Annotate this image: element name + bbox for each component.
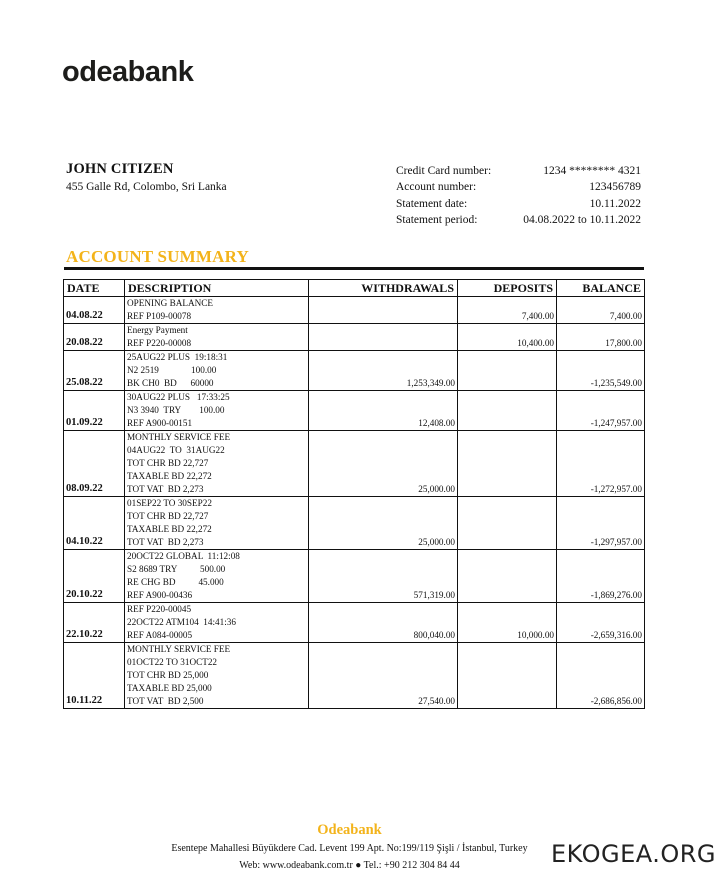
cell-deposits <box>458 431 557 497</box>
cell-date: 25.08.22 <box>64 351 125 391</box>
column-header-description: DESCRIPTION <box>125 280 309 297</box>
cell-deposits: 10,000.00 <box>458 603 557 643</box>
cell-withdrawals: 800,040.00 <box>309 603 458 643</box>
description-line: 01SEP22 TO 30SEP22 <box>127 498 212 508</box>
cell-balance: -1,297,957.00 <box>557 497 645 550</box>
description-line: N3 3940 TRY 100.00 <box>127 405 225 415</box>
description-line: REF A084-00005 <box>127 630 193 640</box>
column-header-withdrawals: WITHDRAWALS <box>309 280 458 297</box>
info-label: Account number: <box>396 181 477 194</box>
cell-balance: -1,272,957.00 <box>557 431 645 497</box>
info-value: 123456789 <box>589 181 641 194</box>
description-line: TOT CHR BD 25,000 <box>127 670 209 680</box>
column-header-date: DATE <box>64 280 125 297</box>
description-line: REF P109-00078 <box>127 311 192 321</box>
info-row-account <box>396 179 641 195</box>
info-row-statement-date <box>396 196 641 212</box>
cell-description <box>125 603 309 643</box>
cell-date: 04.10.22 <box>64 497 125 550</box>
description-line: TAXABLE BD 22,272 <box>127 524 212 534</box>
cell-withdrawals: 571,319.00 <box>309 550 458 603</box>
footer-bank-name: Odeabank <box>317 822 382 838</box>
cell-withdrawals: 12,408.00 <box>309 391 458 431</box>
description-line: BK CH0 BD 60000 <box>127 378 214 388</box>
cell-description <box>125 550 309 603</box>
cell-date: 20.08.22 <box>64 324 125 351</box>
description-line: 20OCT22 GLOBAL 11:12:08 <box>127 551 240 561</box>
cell-deposits: 10,400.00 <box>458 324 557 351</box>
table-row <box>64 643 645 709</box>
info-value: 04.08.2022 to 10.11.2022 <box>523 213 641 226</box>
cell-balance: 7,400.00 <box>557 297 645 324</box>
description-line: OPENING BALANCE <box>127 298 214 308</box>
description-line: TAXABLE BD 22,272 <box>127 471 212 481</box>
cell-description <box>125 324 309 351</box>
holder-address: 455 Galle Rd, Colombo, Sri Lanka <box>66 181 227 193</box>
table-row <box>64 324 645 351</box>
cell-date: 10.11.22 <box>64 643 125 709</box>
description-line: 25AUG22 PLUS 19:18:31 <box>127 352 228 362</box>
holder-name: JOHN CITIZEN <box>66 161 174 177</box>
cell-description <box>125 643 309 709</box>
cell-withdrawals <box>309 324 458 351</box>
cell-date: 01.09.22 <box>64 391 125 431</box>
table-row <box>64 297 645 324</box>
cell-deposits <box>458 391 557 431</box>
cell-date: 04.08.22 <box>64 297 125 324</box>
cell-description <box>125 351 309 391</box>
info-row-statement-period <box>396 212 641 228</box>
description-line: TOT VAT BD 2,273 <box>127 484 204 494</box>
description-line: TAXABLE BD 25,000 <box>127 683 212 693</box>
cell-date: 22.10.22 <box>64 603 125 643</box>
description-line: 22OCT22 ATM104 14:41:36 <box>127 617 236 627</box>
table-row <box>64 351 645 391</box>
description-line: REF A900-00436 <box>127 590 193 600</box>
bank-logo: odeabank <box>62 56 194 88</box>
cell-deposits <box>458 351 557 391</box>
cell-description <box>125 297 309 324</box>
description-line: REF P220-00008 <box>127 338 192 348</box>
cell-balance: -1,247,957.00 <box>557 391 645 431</box>
table-row <box>64 431 645 497</box>
column-header-deposits: DEPOSITS <box>458 280 557 297</box>
cell-deposits <box>458 497 557 550</box>
info-value: 1234 ******** 4321 <box>543 165 641 177</box>
table-row <box>64 497 645 550</box>
description-line: TOT CHR BD 22,727 <box>127 458 209 468</box>
table-row <box>64 603 645 643</box>
info-label: Credit Card number: <box>396 165 492 177</box>
cell-balance: 17,800.00 <box>557 324 645 351</box>
cell-balance: -1,235,549.00 <box>557 351 645 391</box>
watermark: EKOGEA.ORG <box>551 840 716 868</box>
cell-withdrawals: 25,000.00 <box>309 497 458 550</box>
table-row <box>64 391 645 431</box>
info-value: 10.11.2022 <box>589 197 641 210</box>
description-line: REF A900-00151 <box>127 418 193 428</box>
footer-contact: Web: www.odeabank.com.tr ● Tel.: +90 212 304 84 44 <box>239 860 460 871</box>
description-line: 01OCT22 TO 31OCT22 <box>127 657 218 667</box>
cell-description <box>125 391 309 431</box>
summary-title: ACCOUNT SUMMARY <box>66 247 249 266</box>
cell-deposits: 7,400.00 <box>458 297 557 324</box>
cell-description <box>125 431 309 497</box>
description-line: N2 2519 100.00 <box>127 365 217 375</box>
description-line: MONTHLY SERVICE FEE <box>127 432 231 442</box>
cell-date: 08.09.22 <box>64 431 125 497</box>
cell-withdrawals: 1,253,349.00 <box>309 351 458 391</box>
cell-balance: -2,659,316.00 <box>557 603 645 643</box>
table-header <box>64 280 645 297</box>
cell-description <box>125 497 309 550</box>
description-line: S2 8689 TRY 500.00 <box>127 564 226 574</box>
cell-deposits <box>458 550 557 603</box>
cell-balance: -2,686,856.00 <box>557 643 645 709</box>
info-label: Statement date: <box>396 197 468 210</box>
info-label: Statement period: <box>396 213 478 226</box>
info-row-card <box>396 163 641 179</box>
cell-withdrawals <box>309 297 458 324</box>
cell-withdrawals: 27,540.00 <box>309 643 458 709</box>
cell-withdrawals: 25,000.00 <box>309 431 458 497</box>
column-header-balance: BALANCE <box>557 280 645 297</box>
description-line: TOT VAT BD 2,500 <box>127 696 204 706</box>
description-line: REF P220-00045 <box>127 604 192 614</box>
footer-address: Esentepe Mahallesi Büyükdere Cad. Levent 199 Apt. No:199/119 Şişli / İstanbul, Turkey <box>171 843 528 854</box>
transactions-table <box>63 279 645 709</box>
description-line: RE CHG BD 45.000 <box>127 577 224 587</box>
description-line: 30AUG22 PLUS 17:33:25 <box>127 392 230 402</box>
cell-deposits <box>458 643 557 709</box>
description-line: TOT VAT BD 2,273 <box>127 537 204 547</box>
description-line: TOT CHR BD 22,727 <box>127 511 209 521</box>
table-row <box>64 550 645 603</box>
description-line: MONTHLY SERVICE FEE <box>127 644 231 654</box>
cell-date: 20.10.22 <box>64 550 125 603</box>
cell-balance: -1,869,276.00 <box>557 550 645 603</box>
description-line: Energy Payment <box>127 325 188 335</box>
description-line: 04AUG22 TO 31AUG22 <box>127 445 225 455</box>
account-holder <box>66 161 227 193</box>
account-info <box>396 163 641 228</box>
summary-divider <box>64 267 644 270</box>
